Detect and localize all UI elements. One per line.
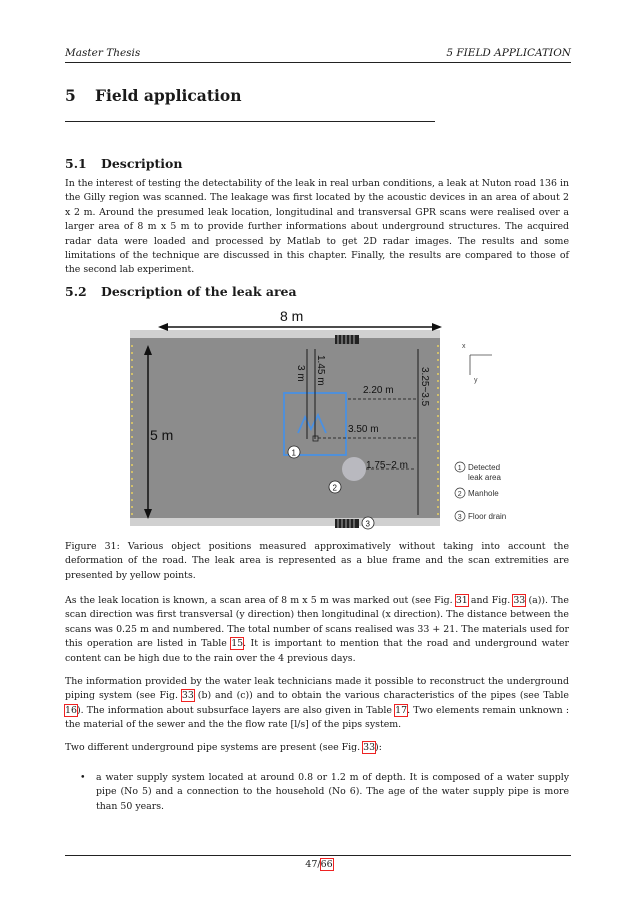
table-ref-link[interactable]: 17 bbox=[395, 704, 408, 716]
text-run: and Fig. bbox=[467, 595, 514, 606]
page-separator: / bbox=[317, 859, 321, 870]
road-area bbox=[130, 330, 440, 526]
dim-1-75m: 1.75~2 m bbox=[366, 460, 408, 471]
running-header-right: 5 FIELD APPLICATION bbox=[446, 47, 571, 59]
figure-caption: Figure 31: Various object positions measured approximatively without taking into account the deformation of the road. The leak area is represented as a blue frame and the scan extremities are presented by yellow points. bbox=[65, 541, 569, 581]
arrow-head bbox=[432, 323, 442, 331]
text-run: . It is important to mention that the road and underground water content can be high due to the rain over the 4 previous days. bbox=[65, 638, 569, 664]
text-run: ). The information about subsurface layers are also given in Table bbox=[76, 704, 396, 716]
legend-label-1b: leak area bbox=[468, 473, 501, 482]
figure-ref-link[interactable]: 33 bbox=[363, 742, 376, 753]
legend-label-2: Manhole bbox=[468, 489, 499, 498]
legend-num-3: 3 bbox=[457, 514, 462, 521]
chapter-title: Field application bbox=[95, 86, 242, 105]
paragraph-description: In the interest of testing the detectability of the leak in real urban conditions, a leak at Nuton road 136 in the Gilly region was scanned. The leakage was first located by the acoustic devices in an area of about 2 x 2 m. Around the presumed leak location, longitudinal and transversal GPR scans were realised over a larger area of 8 m x 5 m to provide further informations about underground structures. The acquired radar data were loaded and processed by Matlab to get 2D radar images. The results and some limitations of the technique are discussed in this chapter. Finally, the results are compared to those of the second lab experiment. bbox=[65, 178, 569, 276]
legend-label-1: Detected bbox=[468, 463, 501, 472]
dim-1-45m: 1.45 m bbox=[315, 355, 326, 386]
footer-rule bbox=[65, 855, 571, 856]
marker-2-label: 2 bbox=[332, 483, 337, 493]
chapter-rule bbox=[65, 121, 435, 122]
list-item-text: a water supply system located at around 0.8 or 1.2 m of depth. It is composed of a water supply pipe (No 5) and a connection to the household (No 6). The age of the water supply pipe is more than 50 years. bbox=[96, 772, 569, 812]
top-drain bbox=[335, 335, 359, 344]
axis-x-label: x bbox=[462, 343, 466, 350]
chapter-heading bbox=[65, 86, 242, 105]
width-label: 8 m bbox=[280, 308, 304, 324]
section-number: 5.1 bbox=[65, 156, 87, 171]
section-number: 5.2 bbox=[65, 284, 87, 299]
legend-num-2: 2 bbox=[457, 491, 462, 498]
legend-label-3: Floor drain bbox=[468, 512, 507, 521]
text-run: As the leak location is known, a scan area of 8 m x 5 m was marked out (see Fig. bbox=[65, 595, 456, 606]
running-header-left: Master Thesis bbox=[65, 47, 141, 59]
text-run: ): bbox=[375, 742, 382, 753]
paragraph-piping bbox=[65, 675, 569, 733]
header-rule bbox=[65, 62, 571, 63]
section-title: Description of the leak area bbox=[101, 284, 297, 299]
chapter-number: 5 bbox=[65, 86, 76, 105]
paragraph-scan-area bbox=[65, 594, 569, 666]
dim-3-25m: 3.25~3.5 bbox=[419, 367, 430, 407]
marker-1-label: 1 bbox=[291, 448, 296, 458]
page-number bbox=[0, 859, 638, 870]
dim-2-20m: 2.20 m bbox=[363, 385, 394, 396]
arrow-head bbox=[158, 323, 168, 331]
top-sidewalk bbox=[130, 330, 440, 338]
text-run: The information provided by the water leak technicians made it possible to reconstruct the underground piping system (see Fig. bbox=[65, 676, 569, 702]
section-heading-leak-area bbox=[65, 284, 297, 299]
text-run: (a)). The scan direction was first transversal (y direction) then longitudinal (x direction). The distance between the scans was 0.25 m and numbered. The total number of scans realised was 33 + 21. The materials used for this operation are listed in Table bbox=[65, 595, 569, 650]
legend-num-1: 1 bbox=[457, 465, 462, 472]
figure-ref-link[interactable]: 33 bbox=[181, 690, 194, 702]
height-label: 5 m bbox=[150, 427, 174, 443]
text-run: . Two elements remain unknown : the material of the sewer and the the flow rate [l/s] of the pips system. bbox=[65, 704, 569, 731]
marker-3-label: 3 bbox=[365, 519, 370, 529]
total-pages-link[interactable]: 66 bbox=[320, 859, 333, 870]
paragraph-pipe-systems bbox=[65, 741, 569, 755]
section-title: Description bbox=[101, 156, 183, 171]
dim-3-50m: 3.50 m bbox=[348, 424, 379, 435]
bullet-icon: • bbox=[80, 772, 86, 783]
leak-area-figure bbox=[120, 305, 520, 533]
figure-ref-link[interactable]: 33 bbox=[513, 595, 526, 606]
bullet-list bbox=[80, 771, 569, 814]
table-ref-link[interactable]: 16 bbox=[65, 704, 77, 716]
text-run: (b) and (c)) and to obtain the various characteristics of the pipes (see Table bbox=[193, 690, 569, 702]
text-run: Two different underground pipe systems are present (see Fig. bbox=[65, 742, 364, 753]
bottom-sidewalk bbox=[130, 518, 440, 526]
current-page: 47 bbox=[305, 859, 318, 870]
figure-ref-link[interactable]: 31 bbox=[455, 595, 468, 606]
legend bbox=[455, 462, 506, 521]
bottom-drain bbox=[335, 519, 359, 528]
manhole-circle bbox=[342, 457, 366, 481]
section-heading-description bbox=[65, 156, 182, 171]
axis-y-label: y bbox=[474, 377, 478, 384]
list-item bbox=[80, 771, 569, 814]
table-ref-link[interactable]: 15 bbox=[231, 638, 244, 650]
dim-3m: 3 m bbox=[295, 365, 306, 382]
